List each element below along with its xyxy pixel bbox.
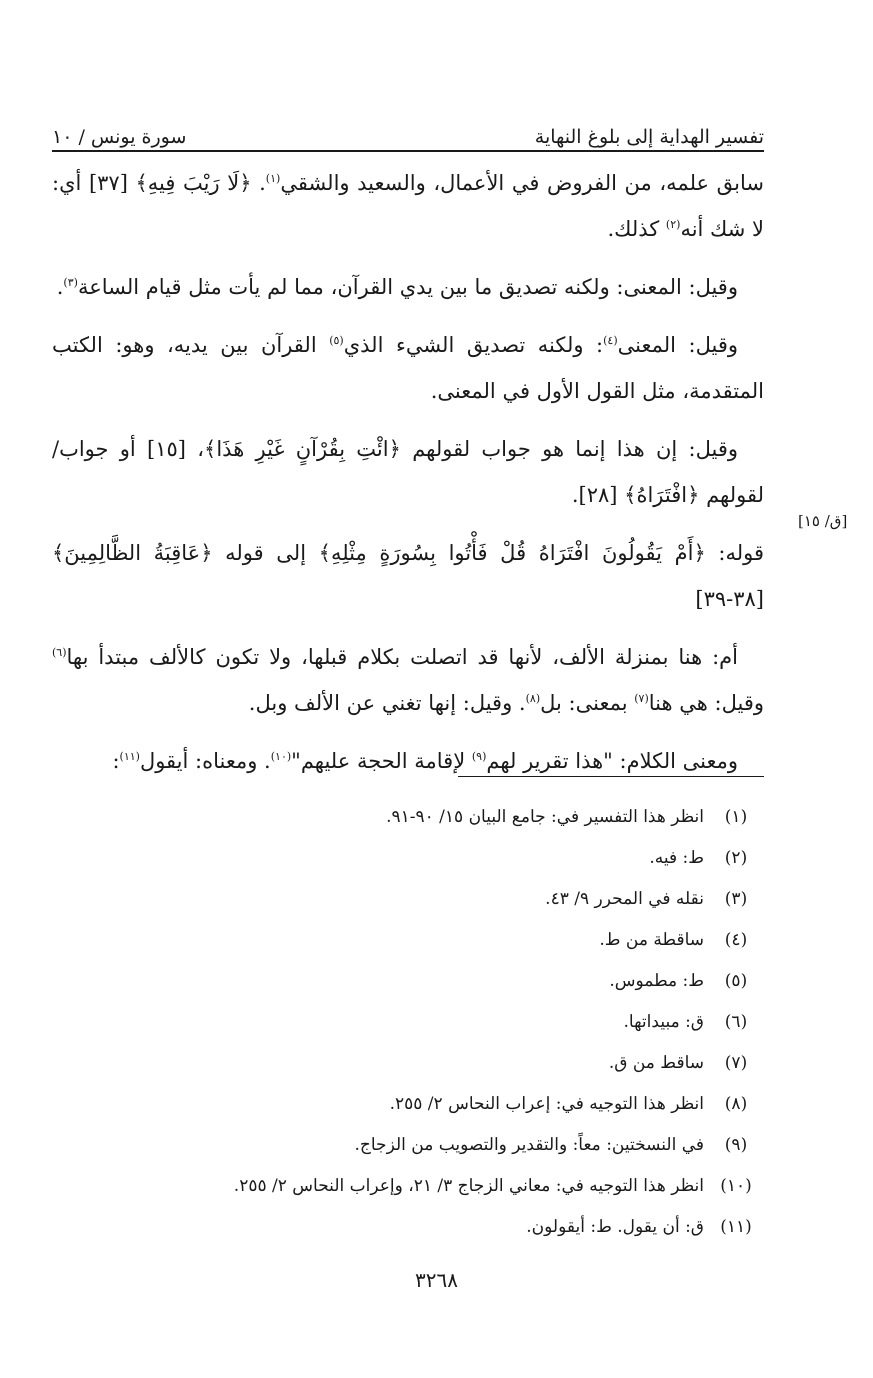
footnote [52,1083,764,1124]
text-run: : ولكنه تصديق الشيء الذي [343,333,604,357]
footnote-reference: (٣) [63,276,78,289]
text-run: سابق علمه، من الفروض في الأعمال، والسعيد والشقي [280,171,764,195]
footnote-reference: (٤) [603,334,618,347]
footnote-number: (٤) [724,929,748,950]
text-run: . وقيل: إنها تغني عن الألف وبل. [248,691,526,715]
footnote [52,1124,764,1165]
running-header [52,108,764,148]
footnote [52,960,764,1001]
page-number: ٣٢٦٨ [415,1268,458,1292]
text-run: قوله: ﴿أَمْ يَقُولُونَ افْتَرَاهُ قُلْ فَأْتُوا بِسُورَةٍ مِثْلِهِ﴾ إلى قوله ﴿عَاقِبَةُ الظَّالِمِينَ﴾ [٣٨-٣٩] [52,541,764,611]
footnote-number: (٩) [724,1134,748,1155]
text-run: وقيل: المعنى [617,333,739,357]
manuscript-margin-note: [ق/ ١٥] [798,512,848,530]
footnote-number: (١٠) [720,1175,752,1196]
footnote-text: انظر هذا التفسير في: جامع البيان ١٥/ ٩٠-٩١. [386,806,704,827]
text-run: وقيل: إن هذا إنما هو جواب لقولهم ﴿ائْتِ بِقُرْآنٍ غَيْرِ هَذَا﴾، [١٥] أو جواب/ لقولهم ﴿افْتَرَاهُ﴾ [٢٨]. [52,437,764,507]
footnote [52,878,764,919]
footnotes-list [52,796,764,1247]
header-rule [52,150,764,152]
footnote-text: ط: فيه. [649,847,704,868]
paragraph [52,426,764,518]
footnote-number: (٨) [724,1093,748,1114]
footnote-text: انظر هذا التوجيه في: إعراب النحاس ٢/ ٢٥٥. [389,1093,704,1114]
footnote [52,837,764,878]
text-run: : [112,749,120,773]
footnote-reference: (١٠) [270,750,292,763]
footnote-text: ساقط من ق. [608,1052,704,1073]
footnote-text: نقله في المحرر ٩/ ٤٣. [545,888,704,909]
footnote-reference: (١١) [119,750,140,763]
footnote [52,919,764,960]
footnote [52,796,764,837]
text-run: بمعنى: بل [540,691,635,715]
footnote-reference: (٦) [52,646,67,659]
text-run: لإقامة الحجة عليهم" [291,749,472,773]
text-run: . ﴿لَا رَيْبَ فِيهِ﴾ [٣٧] أي: لا شك أنه [52,171,764,241]
footnote-number: (٧) [724,1052,748,1073]
footnote-reference: (٧) [634,692,649,705]
footnote-text: انظر هذا التوجيه في: معاني الزجاج ٣/ ٢١، وإعراب النحاس ٢/ ٢٥٥. [233,1175,704,1196]
footnote-number: (٣) [724,888,748,909]
footnote-text: ط: مطموس. [609,970,704,991]
footnote-reference: (٩) [471,750,487,763]
paragraph [52,634,764,726]
footnote [52,1001,764,1042]
footnote-number: (١) [724,806,748,827]
footnote-text: ساقطة من ط. [599,929,704,950]
text-run: . [56,275,64,299]
paragraph [52,738,764,784]
footnote [52,1042,764,1083]
text-run: . ومعناه: أيقول [139,749,271,773]
footnote-separator [458,776,764,777]
text-run: أم: هنا بمنزلة الألف، لأنها قد اتصلت بكلام قبلها، ولا تكون كالألف مبتدأ بها [66,645,738,669]
text-run: ومعنى الكلام: "هذا تقرير لهم [486,749,738,773]
footnote-text: ق: أن يقول. ط: أيقولون. [526,1216,704,1237]
footnote-number: (٢) [724,847,748,868]
main-text [52,160,764,796]
text-run: كذلك. [607,217,666,241]
footnote-reference: (٨) [525,692,541,705]
footnote-reference: (٢) [665,218,681,231]
footnote-text: في النسختين: معاً: والتقدير والتصويب من الزجاج. [354,1134,704,1155]
paragraph [52,322,764,414]
text-run: القرآن بين يديه، وهو: الكتب المتقدمة، مثل القول الأول في المعنى. [52,333,764,403]
footnote-text: ق: مبيداتها. [623,1011,704,1032]
surah-label: سورة يونس / ١٠ [52,126,187,148]
footnote-reference: (١) [265,172,281,185]
book-title: تفسير الهداية إلى بلوغ النهاية [534,126,764,148]
paragraph [52,160,764,252]
footnote-number: (٦) [724,1011,748,1032]
text-run: وقيل: المعنى: ولكنه تصديق ما بين يدي القرآن، مما لم يأت مثل قيام الساعة [77,275,738,299]
footnote-reference: (٥) [329,334,344,347]
footnote [52,1165,764,1206]
footnote-number: (١١) [720,1216,752,1237]
text-run: وقيل: هي هنا [648,691,764,715]
footnote-number: (٥) [724,970,748,991]
footnote [52,1206,764,1247]
paragraph [52,264,764,310]
paragraph [52,530,764,622]
